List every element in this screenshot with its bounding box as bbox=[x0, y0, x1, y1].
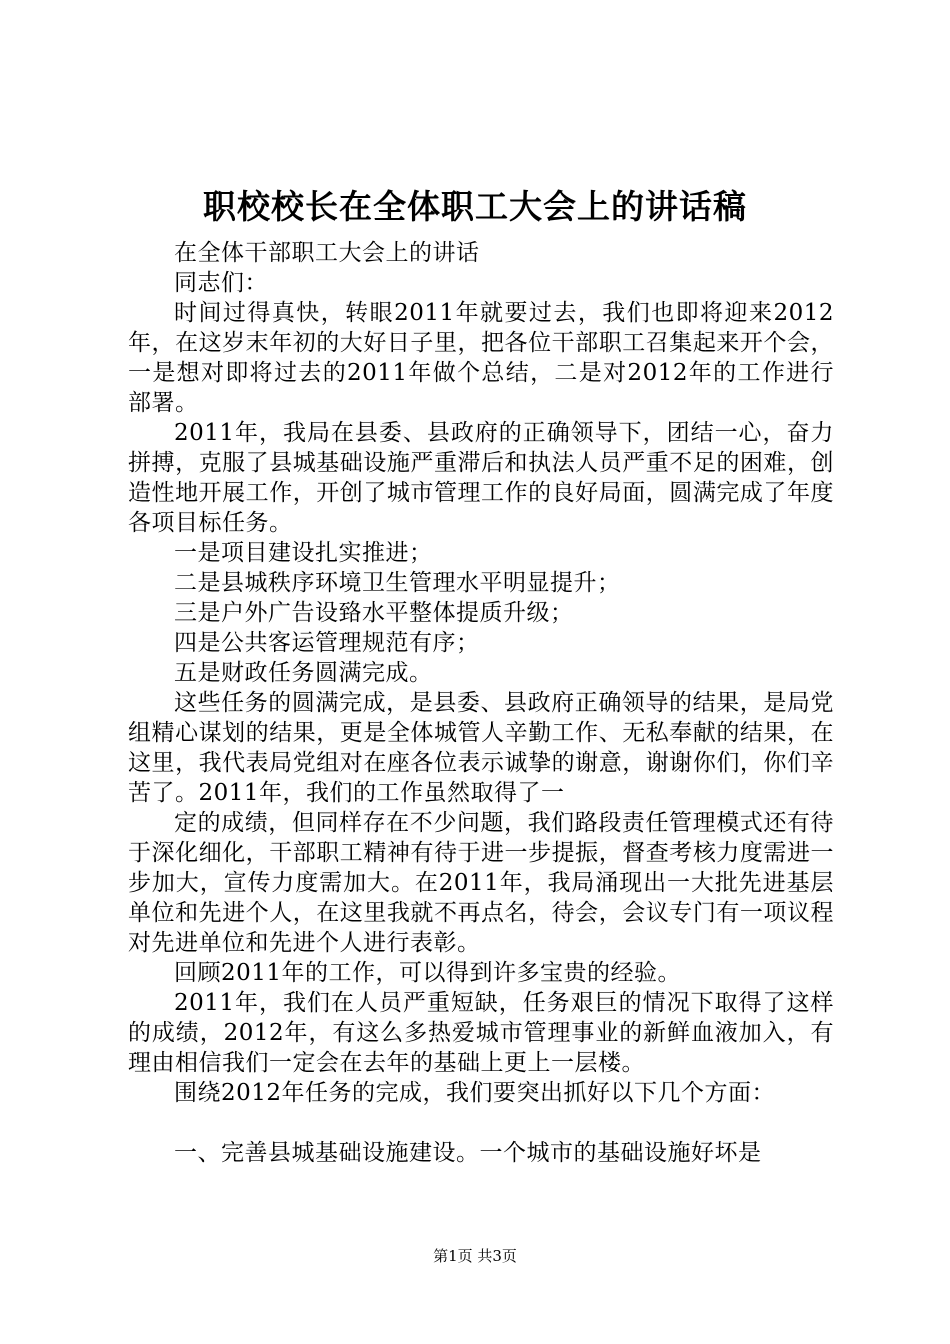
paragraph: 回顾2011年的工作，可以得到许多宝贵的经验。 bbox=[174, 960, 682, 986]
list-item: 一是项目建设扎实推进； bbox=[174, 540, 433, 566]
paragraph: 2011年，我局在县委、县政府的正确领导下，团结一心，奋力拼搏，克服了县城基础设施严重滞后和执法人员严重不足的困难，创造性地开展工作，开创了城市管理工作的良好局面，圆满完成了年度各项目标任务。 bbox=[128, 420, 834, 536]
paragraph: 2011年，我们在人员严重短缺，任务艰巨的情况下取得了这样的成绩，2012年，有这么多热爱城市管理事业的新鲜血液加入，有理由相信我们一定会在去年的基础上更上一层楼。 bbox=[128, 990, 834, 1076]
paragraph: 定的成绩，但同样存在不少问题，我们路段责任管理模式还有待于深化细化，干部职工精神有待于进一步提振，督查考核力度需进一步加大，宣传力度需加大。在2011年，我局涌现出一大批先进基层单位和先进个人，在这里我就不再点名，待会，会议专门有一项议程对先进单位和先进个人进行表彰。 bbox=[128, 810, 834, 956]
paragraph-subtitle: 在全体干部职工大会上的讲话 bbox=[174, 240, 480, 266]
paragraph: 时间过得真快，转眼2011年就要过去，我们也即将迎来2012年，在这岁末年初的大好日子里，把各位干部职工召集起来开个会，一是想对即将过去的2011年做个总结，二是对2012年的工作进行部署。 bbox=[128, 300, 834, 416]
paragraph-salutation: 同志们： bbox=[174, 270, 268, 296]
list-item: 五是财政任务圆满完成。 bbox=[174, 660, 433, 686]
list-item: 二是县城秩序环境卫生管理水平明显提升； bbox=[174, 570, 621, 596]
page-number-footer: 第1页 共3页 bbox=[433, 1247, 517, 1265]
list-item: 四是公共客运管理规范有序； bbox=[174, 630, 480, 656]
document-body bbox=[128, 238, 834, 1168]
section-heading-paragraph: 一、完善县城基础设施建设。一个城市的基础设施好坏是 bbox=[174, 1140, 762, 1166]
document-title: 职校校长在全体职工大会上的讲话稿 bbox=[203, 187, 747, 226]
list-item: 三是户外广告设臵水平整体提质升级； bbox=[174, 600, 574, 626]
paragraph: 围绕2012年任务的完成，我们要突出抓好以下几个方面： bbox=[174, 1080, 776, 1106]
paragraph: 这些任务的圆满完成，是县委、县政府正确领导的结果，是局党组精心谋划的结果，更是全体城管人辛勤工作、无私奉献的结果，在这里，我代表局党组对在座各位表示诚挚的谢意，谢谢你们，你们辛苦了。2011年，我们的工作虽然取得了一 bbox=[128, 690, 834, 806]
